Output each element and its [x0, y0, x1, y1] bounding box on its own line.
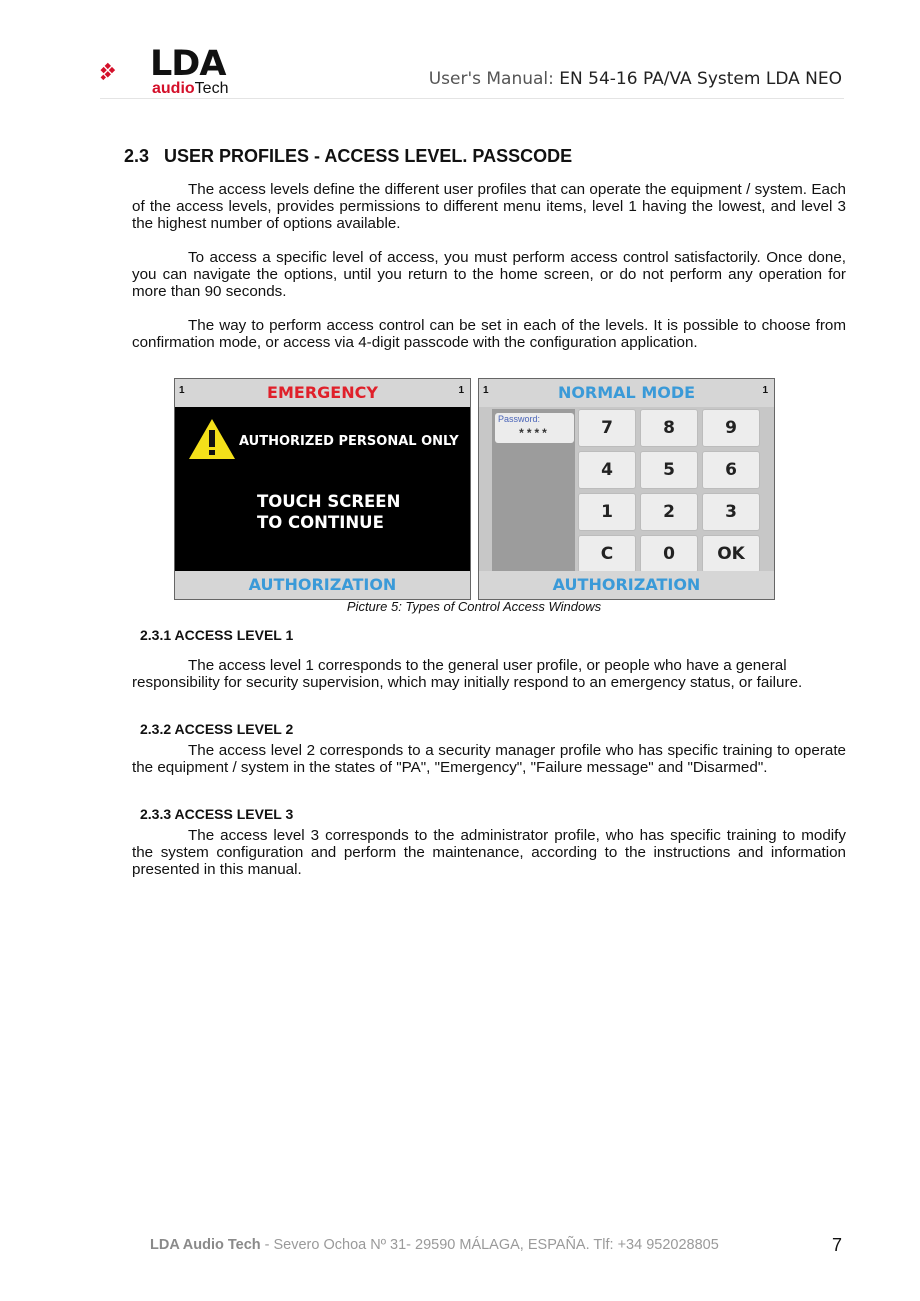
- emergency-auth-bar: [175, 571, 470, 599]
- subsection-heading-level-2: 2.3.2 ACCESS LEVEL 2: [140, 721, 294, 737]
- key-4[interactable]: 4: [578, 451, 636, 489]
- normal-auth-bar: [479, 571, 774, 599]
- password-mask: ****: [519, 426, 550, 440]
- manual-title: EN 54-16 PA/VA System LDA NEO: [559, 69, 842, 89]
- section-heading: 2.3 USER PROFILES - ACCESS LEVEL. PASSCODE: [124, 146, 573, 166]
- emergency-auth-label: AUTHORIZATION: [248, 575, 397, 594]
- paragraph-level-3: The access level 3 corresponds to the administrator profile, who has specific training to modify the system configuration and perform the maintenance, according to the instructions and information presented in this manual.: [132, 827, 846, 878]
- page-footer: [150, 1237, 719, 1253]
- key-7[interactable]: 7: [578, 409, 636, 447]
- paragraph-access-mode: The way to perform access control can be set in each of the levels. It is possible to choose from confirmation mode, or access via 4-digit passcode with the configuration application.: [132, 317, 846, 351]
- key-9[interactable]: 9: [702, 409, 760, 447]
- password-field[interactable]: [495, 413, 574, 443]
- logo-wordmark: LDA: [150, 44, 226, 84]
- touch-screen-prompt[interactable]: [257, 491, 400, 533]
- emergency-window: [174, 378, 471, 600]
- key-ok[interactable]: OK: [702, 535, 760, 573]
- logo-subtitle: [152, 80, 228, 98]
- manual-prefix: User's Manual:: [428, 69, 554, 89]
- warning-icon: [187, 417, 237, 461]
- key-6[interactable]: 6: [702, 451, 760, 489]
- paragraph-access-control: To access a specific level of access, you must perform access control satisfactorily. Once done, you can navigate the options, until you return to the home screen, or do not perform any operation for more than 90 seconds.: [132, 249, 846, 300]
- logo-sub-tech: Tech: [194, 80, 229, 97]
- normal-level-left: 1: [483, 385, 489, 396]
- key-1[interactable]: 1: [578, 493, 636, 531]
- authorized-message: AUTHORIZED PERSONAL ONLY: [239, 434, 459, 449]
- page-number: 7: [832, 1235, 843, 1255]
- key-8[interactable]: 8: [640, 409, 698, 447]
- normal-mode-window: [478, 378, 775, 600]
- header-divider: [100, 98, 844, 99]
- touch-line-2: TO CONTINUE: [257, 513, 384, 532]
- key-0[interactable]: 0: [640, 535, 698, 573]
- normal-level-right: 1: [762, 385, 768, 396]
- paragraph-level-2: The access level 2 corresponds to a security manager profile who has specific training to operate the equipment / system in the states of "PA", "Emergency", "Failure message" and "Disarmed".: [132, 742, 846, 776]
- footer-company: LDA Audio Tech: [150, 1237, 261, 1253]
- key-5[interactable]: 5: [640, 451, 698, 489]
- figure-caption: Picture 5: Types of Control Access Windows: [346, 599, 602, 614]
- normal-auth-label: AUTHORIZATION: [552, 575, 701, 594]
- emergency-level-left: 1: [179, 385, 185, 396]
- manual-header: [429, 69, 842, 89]
- emergency-title: EMERGENCY: [267, 383, 378, 402]
- paragraph-level-1: The access level 1 corresponds to the general user profile, or people who have a general responsibility for security supervision, which may initially respond to an emergency status, or failure.: [132, 657, 803, 691]
- normal-title-bar: [479, 379, 774, 407]
- emergency-level-right: 1: [458, 385, 464, 396]
- subsection-heading-level-3: 2.3.3 ACCESS LEVEL 3: [140, 806, 294, 822]
- key-3[interactable]: 3: [702, 493, 760, 531]
- footer-address: - Severo Ochoa Nº 31- 29590 MÁLAGA, ESPAÑA. Tlf: +34 952028805: [260, 1237, 719, 1253]
- key-2[interactable]: 2: [640, 493, 698, 531]
- touch-line-1: TOUCH SCREEN: [257, 492, 401, 511]
- keypad: [578, 409, 760, 573]
- subsection-heading-level-1: 2.3.1 ACCESS LEVEL 1: [140, 627, 294, 643]
- key-clear[interactable]: C: [578, 535, 636, 573]
- paragraph-access-levels: The access levels define the different user profiles that can operate the equipment / system. Each of the access levels, provides permissions to different menu items, level 1 having the lowest, and level 3 the highest number of options available.: [132, 181, 846, 232]
- password-label: Password:: [498, 414, 541, 424]
- lda-logo-diamonds: [100, 46, 152, 98]
- logo-sub-audio: audio: [152, 80, 195, 97]
- normal-title: NORMAL MODE: [557, 383, 696, 402]
- emergency-title-bar: [175, 379, 470, 407]
